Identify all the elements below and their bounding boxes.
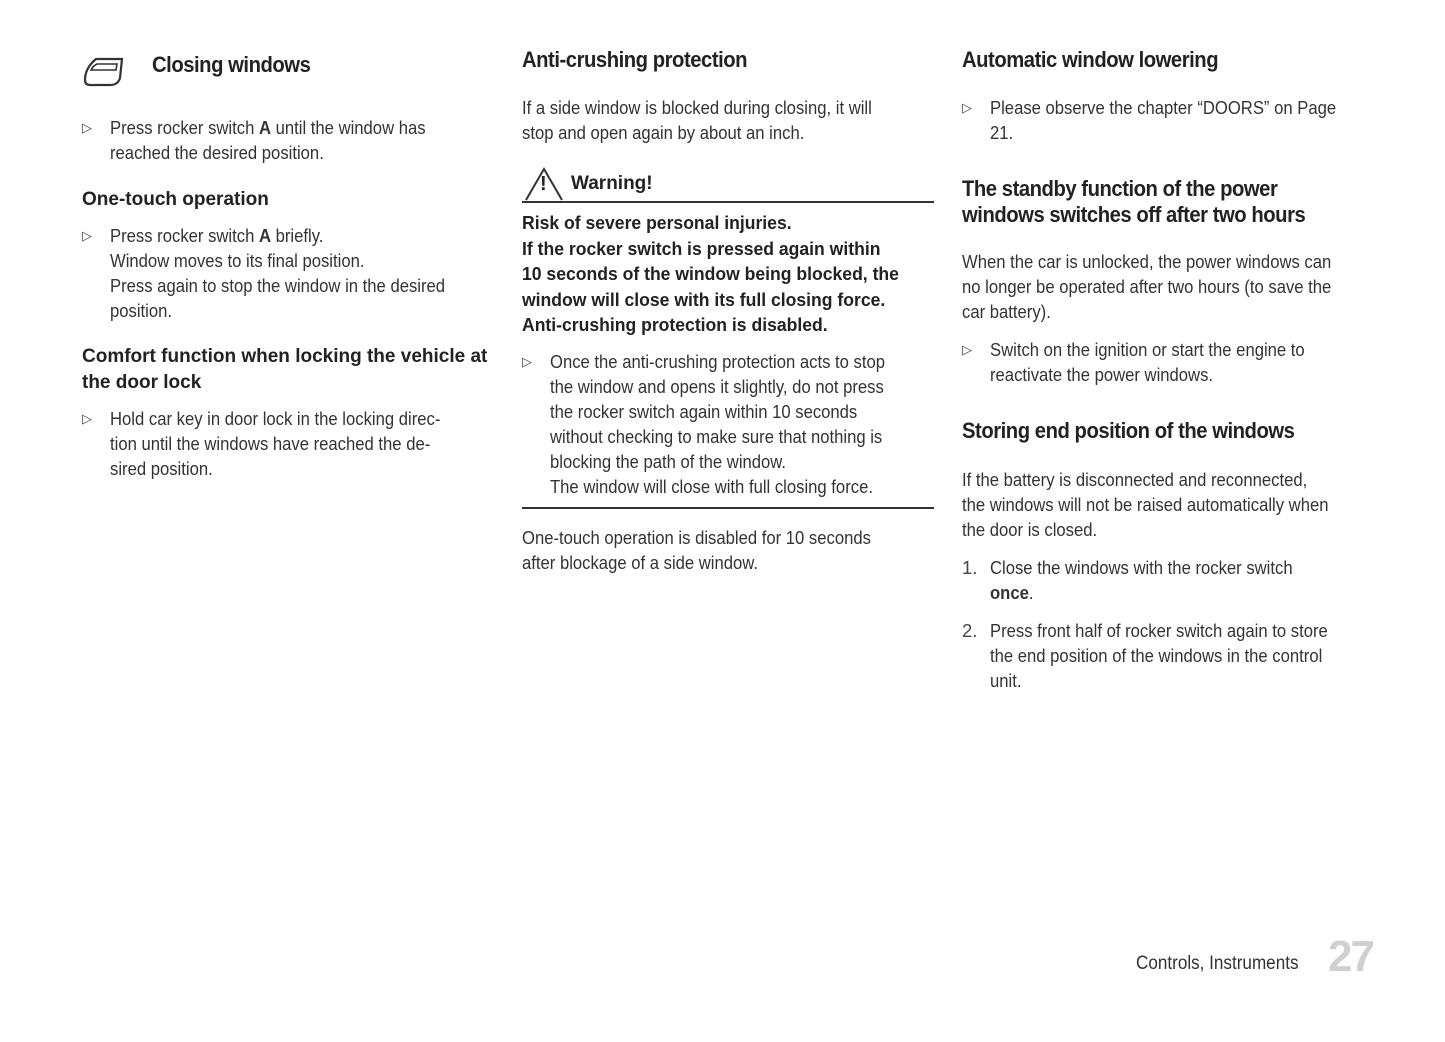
anti-crushing-title: Anti-crushing protection <box>522 47 748 72</box>
warning-end-rule <box>522 507 934 509</box>
one-touch-note: One-touch operation is disabled for 10 seconds after blockage of a side window. <box>522 527 871 573</box>
footer-section: Controls, Instruments <box>1136 953 1299 974</box>
standby-heading: The standby function of the power windows switches off after two hours <box>962 176 1306 227</box>
warning-label: Warning! <box>571 173 653 194</box>
page-number: 27 <box>1328 932 1373 981</box>
bullet-arrow-icon: ▷ <box>522 354 532 369</box>
step-number: 2. <box>962 620 978 641</box>
anti-crushing-intro: If a side window is blocked during closing, it will stop and open again by about an inch. <box>522 97 872 143</box>
warning-header <box>522 165 934 203</box>
bullet-arrow-icon: ▷ <box>82 411 92 426</box>
list-item: ▷ Switch on the ignition or start the engine to reactivate the power windows. <box>962 339 1305 385</box>
storing-heading: Storing end position of the windows <box>962 418 1295 443</box>
bullet-arrow-icon: ▷ <box>82 228 92 243</box>
bullet-arrow-icon: ▷ <box>82 120 92 135</box>
one-touch-heading: One-touch operation <box>82 189 269 210</box>
closing-windows-title: Closing windows <box>152 52 311 77</box>
bullet-arrow-icon: ▷ <box>962 342 972 357</box>
list-item: ▷ Hold car key in door lock in the locking direc- tion until the windows have reached the de- sired position. <box>82 408 441 479</box>
list-item: ▷ Press rocker switch A until the window has reached the desired position. <box>82 117 426 163</box>
comfort-function-heading: Comfort function when locking the vehicle at the door lock <box>82 346 488 393</box>
storing-text: If the battery is disconnected and reconnected, the windows will not be raised automatically when the door is closed. <box>962 469 1329 540</box>
automatic-lowering-title: Automatic window lowering <box>962 47 1219 72</box>
warning-text: Risk of severe personal injuries. If the rocker switch is pressed again within 10 seconds of the window being blocked, the window will close with its full closing force. Anti-crushing protection is disabled. <box>522 212 899 335</box>
warning-exclamation: ! <box>540 173 547 195</box>
standby-text: When the car is unlocked, the power windows can no longer be operated after two hours (to save the car battery). <box>962 251 1332 322</box>
list-item: ▷ Once the anti-crushing protection acts to stop the window and opens it slightly, do not press the rocker switch again within 10 seconds without checking to make sure that nothing is blocking the path of the window. The window will close with full closing force. <box>522 351 886 497</box>
list-item: 1. Close the windows with the rocker switch once. <box>962 557 1293 603</box>
list-item: 2. Press front half of rocker switch again to store the end position of the windows in the control unit. <box>962 620 1328 691</box>
window-icon <box>82 56 128 88</box>
step-number: 1. <box>962 557 978 578</box>
list-item: ▷ Press rocker switch A briefly. Window moves to its final position. Press again to stop the window in the desired position. <box>82 225 446 321</box>
bullet-arrow-icon: ▷ <box>962 100 972 115</box>
list-item: ▷ Please observe the chapter “DOORS” on Page 21. <box>962 97 1337 143</box>
